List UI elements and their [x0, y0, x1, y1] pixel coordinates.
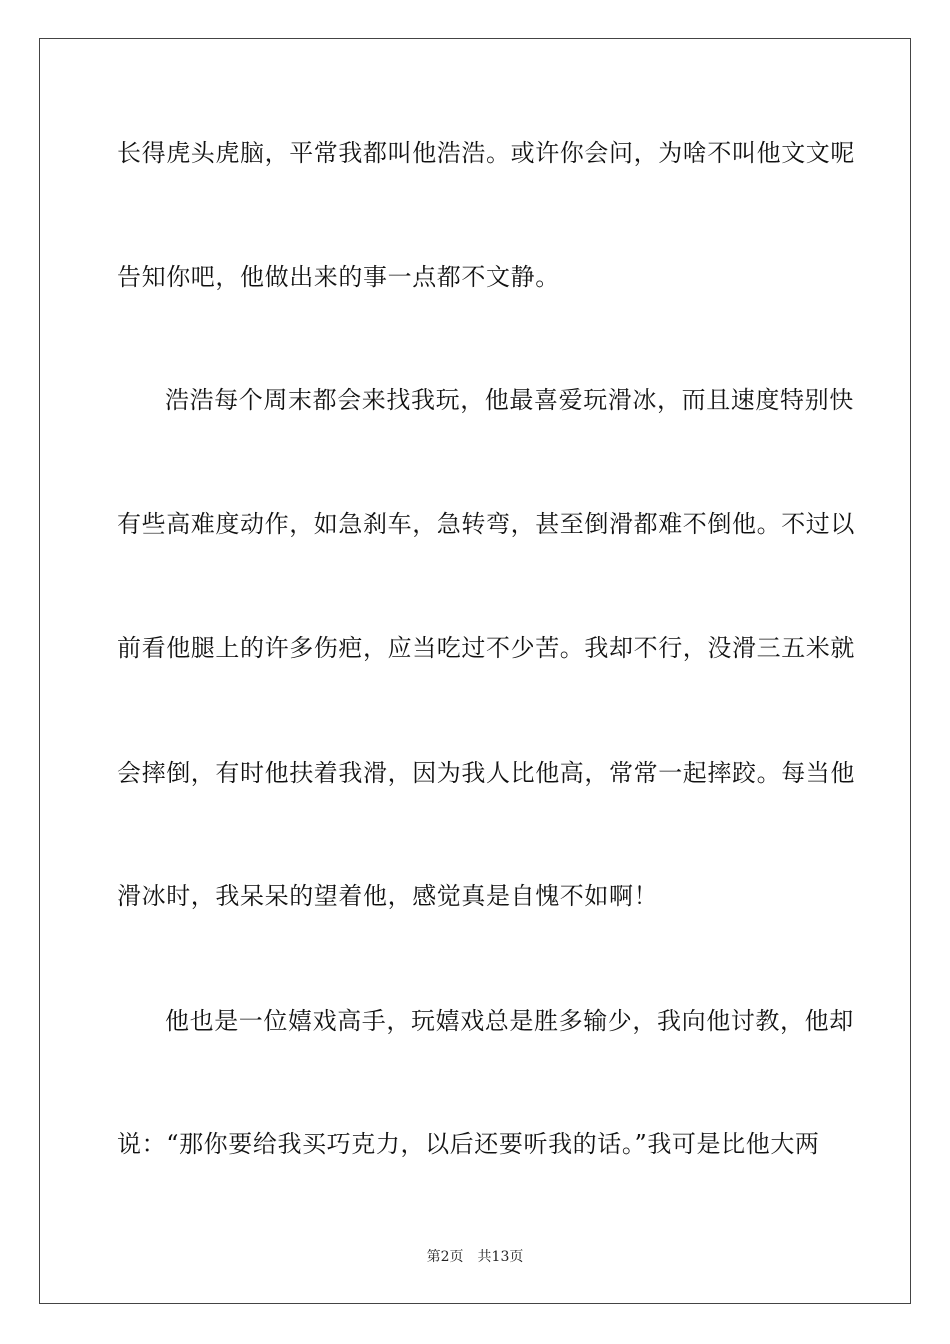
- page-footer: [0, 1247, 950, 1267]
- paragraph-start-line: 浩浩每个周末都会来找我玩，他最喜爱玩滑冰，而且速度特别快: [165, 386, 854, 414]
- text-line: 前看他腿上的许多伤疤，应当吃过不少苦。我却不行，没滑三五米就: [117, 634, 855, 662]
- paragraph-start-line: 他也是一位嬉戏高手，玩嬉戏总是胜多输少，我向他讨教，他却: [165, 1007, 854, 1035]
- text-line: 会摔倒，有时他扶着我滑，因为我人比他高，常常一起摔跤。每当他: [117, 759, 855, 787]
- page-total: 共13页: [477, 1249, 524, 1265]
- text-line: 告知你吧，他做出来的事一点都不文静。: [117, 263, 560, 291]
- text-line: 说：“那你要给我买巧克力，以后还要听我的话。”我可是比他大两: [117, 1130, 820, 1158]
- page-frame: [39, 38, 911, 1304]
- text-line: 有些高难度动作，如急刹车，急转弯，甚至倒滑都难不倒他。不过以: [117, 510, 855, 538]
- page-number: 第2页: [426, 1249, 464, 1265]
- text-line: 长得虎头虎脑，平常我都叫他浩浩。或许你会问，为啥不叫他文文呢: [117, 139, 855, 167]
- text-line: 滑冰时，我呆呆的望着他，感觉真是自愧不如啊！: [117, 882, 659, 910]
